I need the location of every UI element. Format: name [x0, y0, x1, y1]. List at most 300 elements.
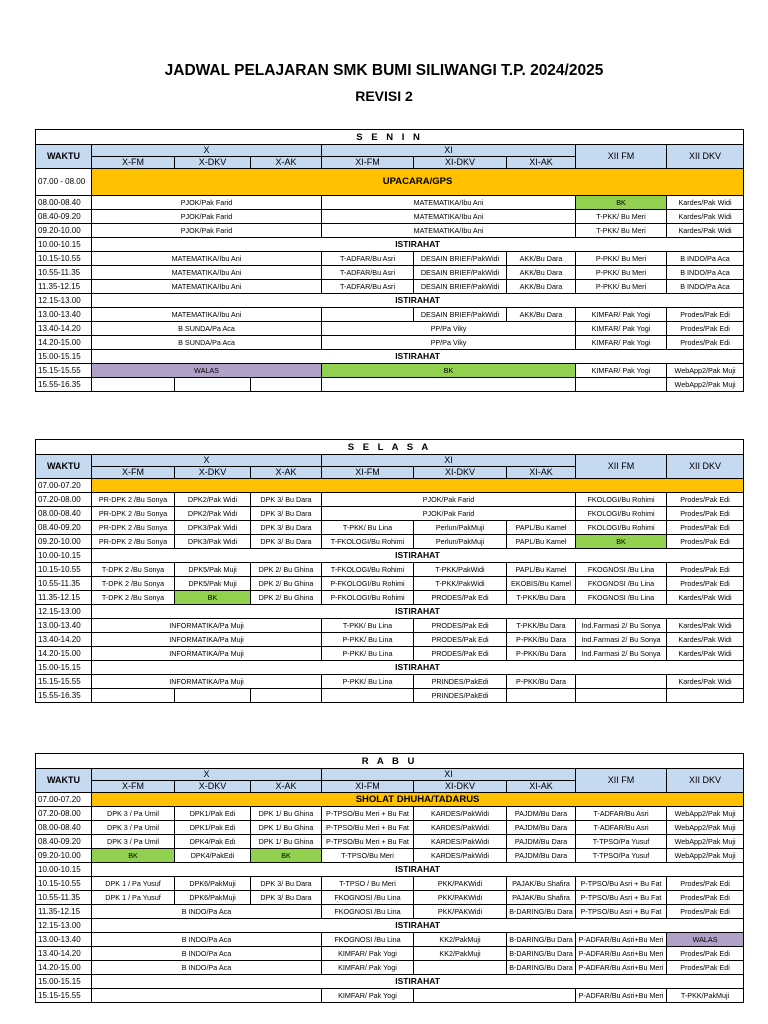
schedule-cell: T-ADFAR/Bu Asri — [576, 807, 667, 821]
schedule-cell: PAJDM/Bu Dara — [507, 807, 576, 821]
schedule-cell — [414, 961, 507, 975]
schedule-row — [36, 266, 744, 280]
time-slot: 11.35-12.15 — [36, 280, 92, 294]
schedule-cell: PRINDES/PakEdi — [414, 675, 507, 689]
class-header: XI-FM — [322, 157, 414, 169]
schedule-cell: DPK4/Pak Edi — [175, 835, 251, 849]
class-header: X-DKV — [175, 781, 251, 793]
schedule-row — [36, 933, 744, 947]
xii-fm-header: XII FM — [576, 455, 667, 479]
class-header: X-AK — [251, 157, 322, 169]
day-name: R A B U — [36, 754, 744, 769]
time-slot: 07.20-08.00 — [36, 493, 92, 507]
schedule-cell: PJOK/Pak Farid — [322, 493, 576, 507]
schedule-row — [36, 521, 744, 535]
schedule-cell: P-PKK/ Bu Lina — [322, 675, 414, 689]
schedule-cell: Ind.Farmasi 2/ Bu Sonya — [576, 633, 667, 647]
schedule-cell: INFORMATIKA/Pa Muji — [92, 675, 322, 689]
schedule-row — [36, 591, 744, 605]
class-header: X-DKV — [175, 467, 251, 479]
schedule-cell: T-PKK/ Bu Meri — [576, 224, 667, 238]
schedule-cell: DPK 3/ Bu Dara — [251, 891, 322, 905]
schedule-cell: Prodes/Pak Edi — [667, 507, 744, 521]
schedule-cell — [507, 689, 576, 703]
schedule-row — [36, 863, 744, 877]
time-slot: 13.40-14.20 — [36, 947, 92, 961]
schedule-row — [36, 252, 744, 266]
schedule-row — [36, 169, 744, 196]
schedule-cell: Prodes/Pak Edi — [667, 891, 744, 905]
schedule-cell: T-PKK/PakMuji — [667, 989, 744, 1003]
schedule-cell: B-DARING/Bu Dara — [507, 905, 576, 919]
time-slot: 10.15-10.55 — [36, 877, 92, 891]
schedule-cell: DPK 1/ Bu Ghina — [251, 807, 322, 821]
xii-dkv-header: XII DKV — [667, 145, 744, 169]
schedule-cell: PAPL/Bu Kamel — [507, 563, 576, 577]
schedule-row — [36, 336, 744, 350]
schedule-cell: PJOK/Pak Farid — [322, 507, 576, 521]
schedule-cell: Prodes/Pak Edi — [667, 577, 744, 591]
schedule-cell: Kardes/Pak Widi — [667, 591, 744, 605]
schedule-cell: PAJDM/Bu Dara — [507, 849, 576, 863]
schedule-row — [36, 961, 744, 975]
schedule-cell: KIMFAR/ Pak Yogi — [322, 989, 414, 1003]
schedule-cell: DPK 3/ Bu Dara — [251, 493, 322, 507]
schedule-cell: P-ADFAR/Bu Asri+Bu Meri — [576, 989, 667, 1003]
schedule-cell: T-PKK/ Bu Lina — [322, 521, 414, 535]
schedule-cell: Prodes/Pak Edi — [667, 521, 744, 535]
schedule-row — [36, 877, 744, 891]
time-slot: 08.40-09.20 — [36, 521, 92, 535]
schedule-cell: FKOLOGI/Bu Rohimi — [576, 521, 667, 535]
xii-dkv-header: XII DKV — [667, 769, 744, 793]
schedule-cell: B SUNDA/Pa Aca — [92, 336, 322, 350]
schedule-cell: DPK 2/ Bu Ghina — [251, 563, 322, 577]
schedule-cell: DPK 1 / Pa Yusuf — [92, 891, 175, 905]
schedule-row — [36, 308, 744, 322]
schedule-cell — [175, 689, 251, 703]
schedule-cell — [251, 378, 322, 392]
time-slot: 10.00-10.15 — [36, 863, 92, 877]
schedule-cell: DPK 3/ Bu Dara — [251, 507, 322, 521]
time-slot: 13.00-13.40 — [36, 308, 92, 322]
schedule-cell: Prodes/Pak Edi — [667, 322, 744, 336]
schedule-cell: PAPL/Bu Kamel — [507, 521, 576, 535]
schedule-cell: DPK 1/ Bu Ghina — [251, 835, 322, 849]
schedule-cell: MATEMATIKA/Ibu Ani — [92, 252, 322, 266]
schedule-cell: Prodes/Pak Edi — [667, 905, 744, 919]
schedule-cell — [251, 689, 322, 703]
schedule-cell: Prodes/Pak Edi — [667, 877, 744, 891]
schedule-row — [36, 563, 744, 577]
time-slot: 07.00-07.20 — [36, 793, 92, 807]
schedule-cell: Prodes/Pak Edi — [667, 563, 744, 577]
schedule-cell: ISTIRAHAT — [92, 661, 744, 675]
schedule-row — [36, 605, 744, 619]
class-header: XI-DKV — [414, 157, 507, 169]
schedule-cell: T-PKK/Bu Dara — [507, 619, 576, 633]
grade-x-header: X — [92, 145, 322, 157]
schedule-row — [36, 647, 744, 661]
schedule-cell: T-PKK/ Bu Meri — [576, 210, 667, 224]
class-header: XI-DKV — [414, 467, 507, 479]
time-slot: 13.40-14.20 — [36, 633, 92, 647]
schedule-row — [36, 280, 744, 294]
time-slot: 13.40-14.20 — [36, 322, 92, 336]
schedule-row — [36, 619, 744, 633]
schedule-cell: B INDO/Pa Aca — [92, 905, 322, 919]
schedule-cell: P-PKK/ Bu Meri — [576, 280, 667, 294]
schedule-cell: PR-DPK 2 /Bu Sonya — [92, 535, 175, 549]
time-slot: 08.00-08.40 — [36, 196, 92, 210]
schedule-cell: ISTIRAHAT — [92, 294, 744, 308]
class-header: XI-AK — [507, 157, 576, 169]
schedule-cell: PAJDM/Bu Dara — [507, 835, 576, 849]
schedule-cell: DPK 3/ Bu Dara — [251, 521, 322, 535]
schedule-cell: DPK6/PakMuji — [175, 877, 251, 891]
schedule-cell: KARDES/PakWidi — [414, 821, 507, 835]
schedule-cell: PAPL/Bu Kamel — [507, 535, 576, 549]
schedule-row — [36, 675, 744, 689]
schedule-cell: WebApp2/Pak Muji — [667, 835, 744, 849]
schedule-row — [36, 633, 744, 647]
schedule-cell: DESAIN BRIEF/PakWidi — [414, 308, 507, 322]
time-slot: 08.40-09.20 — [36, 210, 92, 224]
schedule-cell: FKOGNOSI /Bu Lina — [322, 933, 414, 947]
grade-x-header: X — [92, 455, 322, 467]
schedule-cell: DPK 3/ Bu Dara — [251, 877, 322, 891]
schedule-cell: P-PKK/ Bu Meri — [576, 266, 667, 280]
schedule-cell: P-TPSO/Bu Asri + Bu Fat — [576, 891, 667, 905]
class-header: X-AK — [251, 781, 322, 793]
schedule-row — [36, 989, 744, 1003]
schedule-cell: PRODES/Pak Edi — [414, 647, 507, 661]
class-header: XI-FM — [322, 467, 414, 479]
class-header: XI-DKV — [414, 781, 507, 793]
time-slot: 08.00-08.40 — [36, 507, 92, 521]
schedule-row — [36, 807, 744, 821]
schedule-cell: MATEMATIKA/Ibu Ani — [92, 266, 322, 280]
schedule-cell: T-TPSO/Pa Yusuf — [576, 849, 667, 863]
schedule-cell — [322, 689, 414, 703]
schedule-cell: FKOLOGI/Bu Rohimi — [576, 493, 667, 507]
schedule-row — [36, 507, 744, 521]
schedule-cell: AKK/Bu Dara — [507, 280, 576, 294]
schedule-cell: PRINDES/PakEdi — [414, 689, 507, 703]
time-slot: 15.15-15.55 — [36, 675, 92, 689]
schedule-cell: WebApp2/Pak Muji — [667, 378, 744, 392]
schedule-row — [36, 577, 744, 591]
schedule-table — [35, 129, 744, 392]
schedule-cell: Prodes/Pak Edi — [667, 961, 744, 975]
schedule-cell: DPK1/Pak Edi — [175, 807, 251, 821]
schedule-cell: BK — [251, 849, 322, 863]
schedule-cell: DPK1/Pak Edi — [175, 821, 251, 835]
schedule-cell: KIMFAR/ Pak Yogi — [576, 364, 667, 378]
schedule-row — [36, 835, 744, 849]
schedule-cell: B INDO/Pa Aca — [667, 252, 744, 266]
class-header: XI-AK — [507, 781, 576, 793]
schedule-row — [36, 891, 744, 905]
schedule-cell: MATEMATIKA/Ibu Ani — [322, 210, 576, 224]
schedule-cell: P-ADFAR/Bu Asri+Bu Meri — [576, 933, 667, 947]
time-slot: 10.15-10.55 — [36, 563, 92, 577]
schedule-cell: Prodes/Pak Edi — [667, 947, 744, 961]
schedule-cell: P-ADFAR/Bu Asri+Bu Meri — [576, 947, 667, 961]
schedule-row — [36, 947, 744, 961]
grade-xi-header: XI — [322, 145, 576, 157]
time-slot: 07.20-08.00 — [36, 807, 92, 821]
schedule-cell: DPK 1 / Pa Yusuf — [92, 877, 175, 891]
schedule-cell: Prodes/Pak Edi — [667, 493, 744, 507]
grade-xi-header: XI — [322, 455, 576, 467]
schedule-cell: T-TPSO / Bu Meri — [322, 877, 414, 891]
schedule-cell: Perlun/PakMuji — [414, 535, 507, 549]
schedule-cell: DPK3/Pak Widi — [175, 535, 251, 549]
schedule-cell: MATEMATIKA/Ibu Ani — [92, 280, 322, 294]
schedule-cell: PP/Pa Viky — [322, 336, 576, 350]
time-slot: 12.15-13.00 — [36, 919, 92, 933]
schedule-cell: DPK6/PakMuji — [175, 891, 251, 905]
schedule-table — [35, 439, 744, 703]
schedule-cell: DPK5/Pak Muji — [175, 563, 251, 577]
schedule-cell: DPK3/Pak Widi — [175, 521, 251, 535]
time-slot: 15.00-15.15 — [36, 661, 92, 675]
waktu-header: WAKTU — [36, 145, 92, 169]
time-slot: 15.15-15.55 — [36, 989, 92, 1003]
schedule-cell — [667, 689, 744, 703]
class-header: X-FM — [92, 467, 175, 479]
schedule-row — [36, 549, 744, 563]
time-slot: 10.55-11.35 — [36, 577, 92, 591]
schedule-cell: P-TPSO/Bu Meri + Bu Fat — [322, 835, 414, 849]
schedule-cell: Kardes/Pak Widi — [667, 675, 744, 689]
schedule-cell: Ind.Farmasi 2/ Bu Sonya — [576, 619, 667, 633]
schedule-cell: PR-DPK 2 /Bu Sonya — [92, 493, 175, 507]
schedule-cell: Prodes/Pak Edi — [667, 308, 744, 322]
schedule-cell: PKK/PAKWidi — [414, 891, 507, 905]
document-title: JADWAL PELAJARAN SMK BUMI SILIWANGI T.P. 2024/2025 — [164, 62, 604, 79]
schedule-cell: PJOK/Pak Farid — [92, 210, 322, 224]
schedule-cell: PR-DPK 2 /Bu Sonya — [92, 507, 175, 521]
schedule-row — [36, 238, 744, 252]
class-header: X-DKV — [175, 157, 251, 169]
schedule-cell: AKK/Bu Dara — [507, 252, 576, 266]
waktu-header: WAKTU — [36, 769, 92, 793]
schedule-row — [36, 364, 744, 378]
schedule-cell: DPK5/Pak Muji — [175, 577, 251, 591]
schedule-row — [36, 210, 744, 224]
schedule-cell: KIMFAR/ Pak Yogi — [576, 308, 667, 322]
schedule-cell: PRODES/Pak Edi — [414, 619, 507, 633]
time-slot: 09.20-10.00 — [36, 535, 92, 549]
schedule-row — [36, 196, 744, 210]
schedule-cell: WALAS — [92, 364, 322, 378]
schedule-cell: FKOLOGI/Bu Rohimi — [576, 507, 667, 521]
schedule-cell: P-PKK/Bu Dara — [507, 633, 576, 647]
time-slot: 15.55-16.35 — [36, 689, 92, 703]
time-slot: 10.15-10.55 — [36, 252, 92, 266]
schedule-cell: P-FKOLOGI/Bu Rohimi — [322, 577, 414, 591]
schedule-cell: DPK2/Pak Widi — [175, 507, 251, 521]
schedule-cell: FKOGNOSI /Bu Lina — [576, 591, 667, 605]
schedule-cell: Prodes/Pak Edi — [667, 336, 744, 350]
schedule-cell: DESAIN BRIEF/PakWidi — [414, 252, 507, 266]
schedule-cell: PRODES/Pak Edi — [414, 633, 507, 647]
schedule-cell: FKOGNOSI /Bu Lina — [576, 563, 667, 577]
schedule-cell — [92, 989, 322, 1003]
schedule-cell: T-ADFAR/Bu Asri — [576, 821, 667, 835]
schedule-cell: P-PKK/Bu Dara — [507, 647, 576, 661]
time-slot: 13.00-13.40 — [36, 619, 92, 633]
waktu-header: WAKTU — [36, 455, 92, 479]
schedule-row — [36, 350, 744, 364]
schedule-row — [36, 849, 744, 863]
time-slot: 12.15-13.00 — [36, 605, 92, 619]
schedule-cell: T-PKK/PakWidi — [414, 563, 507, 577]
class-header: XI-AK — [507, 467, 576, 479]
schedule-cell: DESAIN BRIEF/PakWidi — [414, 266, 507, 280]
schedule-row — [36, 821, 744, 835]
schedule-cell: BK — [92, 849, 175, 863]
schedule-cell: T-FKOLOGI/Bu Rohimi — [322, 535, 414, 549]
schedule-cell — [322, 308, 414, 322]
schedule-cell: T-PKK/PakWidi — [414, 577, 507, 591]
schedule-cell: BK — [175, 591, 251, 605]
schedule-row — [36, 322, 744, 336]
time-slot: 07.00-07.20 — [36, 479, 92, 493]
schedule-cell: WebApp2/Pak Muji — [667, 364, 744, 378]
schedule-row — [36, 905, 744, 919]
schedule-cell: INFORMATIKA/Pa Muji — [92, 619, 322, 633]
schedule-row — [36, 661, 744, 675]
schedule-cell: FKOGNOSI /Bu Lina — [322, 891, 414, 905]
schedule-cell: WebApp2/Pak Muji — [667, 821, 744, 835]
schedule-cell: Kardes/Pak Widi — [667, 619, 744, 633]
class-header: X-AK — [251, 467, 322, 479]
schedule-cell: SHOLAT DHUHA/TADARUS — [92, 793, 744, 807]
schedule-cell: T-TPSO/Pa Yusuf — [576, 835, 667, 849]
schedule-cell: INFORMATIKA/Pa Muji — [92, 633, 322, 647]
schedule-cell: T-ADFAR/Bu Asri — [322, 266, 414, 280]
schedule-cell: P-PKK/ Bu Lina — [322, 633, 414, 647]
time-slot: 14.20-15.00 — [36, 647, 92, 661]
schedule-cell: B SUNDA/Pa Aca — [92, 322, 322, 336]
schedule-cell: PKK/PAKWidi — [414, 905, 507, 919]
schedule-cell: FKOGNOSI /Bu Lina — [576, 577, 667, 591]
schedule-cell: PKK/PAKWidi — [414, 877, 507, 891]
schedule-cell: T-PKK/ Bu Lina — [322, 619, 414, 633]
schedule-cell: MATEMATIKA/Ibu Ani — [322, 196, 576, 210]
schedule-cell: AKK/Bu Dara — [507, 308, 576, 322]
schedule-cell — [576, 675, 667, 689]
schedule-cell: T-ADFAR/Bu Asri — [322, 280, 414, 294]
schedule-cell: PJOK/Pak Farid — [92, 196, 322, 210]
schedule-cell: Kardes/Pak Widi — [667, 224, 744, 238]
schedule-cell: WebApp2/Pak Muji — [667, 849, 744, 863]
schedule-row — [36, 689, 744, 703]
time-slot: 10.00-10.15 — [36, 238, 92, 252]
schedule-cell: P-TPSO/Bu Meri + Bu Fat — [322, 807, 414, 821]
schedule-cell: P-PKK/ Bu Lina — [322, 647, 414, 661]
schedule-cell: ISTIRAHAT — [92, 863, 744, 877]
schedule-cell: UPACARA/GPS — [92, 169, 744, 196]
schedule-row — [36, 224, 744, 238]
schedule-cell: T-DPK 2 /Bu Sonya — [92, 563, 175, 577]
schedule-cell — [92, 378, 175, 392]
schedule-cell: DPK 3 / Pa Umil — [92, 835, 175, 849]
schedule-cell: KARDES/PakWidi — [414, 807, 507, 821]
grade-x-header: X — [92, 769, 322, 781]
schedule-cell: BK — [576, 196, 667, 210]
schedule-cell: DPK 2/ Bu Ghina — [251, 591, 322, 605]
schedule-cell: DPK 3 / Pa Umil — [92, 821, 175, 835]
time-slot: 15.00-15.15 — [36, 975, 92, 989]
schedule-cell — [92, 479, 744, 493]
schedule-table — [35, 753, 744, 1003]
time-slot: 14.20-15.00 — [36, 961, 92, 975]
time-slot: 10.00-10.15 — [36, 549, 92, 563]
schedule-cell: B INDO/Pa Aca — [92, 947, 322, 961]
time-slot: 11.35-12.15 — [36, 591, 92, 605]
schedule-cell: FKOGNOSI /Bu Lina — [322, 905, 414, 919]
schedule-cell: ISTIRAHAT — [92, 238, 744, 252]
schedule-cell: Kardes/Pak Widi — [667, 210, 744, 224]
schedule-cell: KIMFAR/ Pak Yogi — [322, 947, 414, 961]
schedule-cell: B INDO/Pa Aca — [92, 961, 322, 975]
schedule-cell: DESAIN BRIEF/PakWidi — [414, 280, 507, 294]
time-slot: 07.00 - 08.00 — [36, 169, 92, 196]
schedule-row — [36, 975, 744, 989]
schedule-cell: KARDES/PakWidi — [414, 835, 507, 849]
schedule-cell: KIMFAR/ Pak Yogi — [576, 336, 667, 350]
schedule-cell: P-PKK/Bu Dara — [507, 675, 576, 689]
time-slot: 08.00-08.40 — [36, 821, 92, 835]
schedule-cell: Prodes/Pak Edi — [667, 535, 744, 549]
schedule-cell: BK — [322, 364, 576, 378]
schedule-cell: PAJAK/Bu Shafira — [507, 877, 576, 891]
schedule-cell: ISTIRAHAT — [92, 919, 744, 933]
class-header: XI-FM — [322, 781, 414, 793]
schedule-cell: PR-DPK 2 /Bu Sonya — [92, 521, 175, 535]
time-slot: 09.20-10.00 — [36, 224, 92, 238]
schedule-cell: WebApp2/Pak Muji — [667, 807, 744, 821]
time-slot: 10.55-11.35 — [36, 891, 92, 905]
schedule-row — [36, 493, 744, 507]
schedule-cell: KK2/PakMuji — [414, 933, 507, 947]
time-slot: 14.20-15.00 — [36, 336, 92, 350]
schedule-cell — [322, 378, 576, 392]
schedule-cell: P-TPSO/Bu Asri + Bu Fat — [576, 877, 667, 891]
schedule-cell: B-DARING/Bu Dara — [507, 947, 576, 961]
schedule-row — [36, 793, 744, 807]
schedule-cell: KIMFAR/ Pak Yogi — [322, 961, 414, 975]
xii-fm-header: XII FM — [576, 769, 667, 793]
schedule-cell: P-FKOLOGI/Bu Rohimi — [322, 591, 414, 605]
schedule-cell: BK — [576, 535, 667, 549]
schedule-cell: T-DPK 2 /Bu Sonya — [92, 591, 175, 605]
grade-xi-header: XI — [322, 769, 576, 781]
schedule-cell: MATEMATIKA/Ibu Ani — [92, 308, 322, 322]
time-slot: 10.55-11.35 — [36, 266, 92, 280]
schedule-cell: KK2/PakMuji — [414, 947, 507, 961]
schedule-cell — [414, 989, 576, 1003]
schedule-cell: EKOBIS/Bu Kamel — [507, 577, 576, 591]
schedule-cell: ISTIRAHAT — [92, 549, 744, 563]
time-slot: 15.00-15.15 — [36, 350, 92, 364]
schedule-cell: B INDO/Pa Aca — [667, 266, 744, 280]
schedule-cell: B INDO/Pa Aca — [667, 280, 744, 294]
